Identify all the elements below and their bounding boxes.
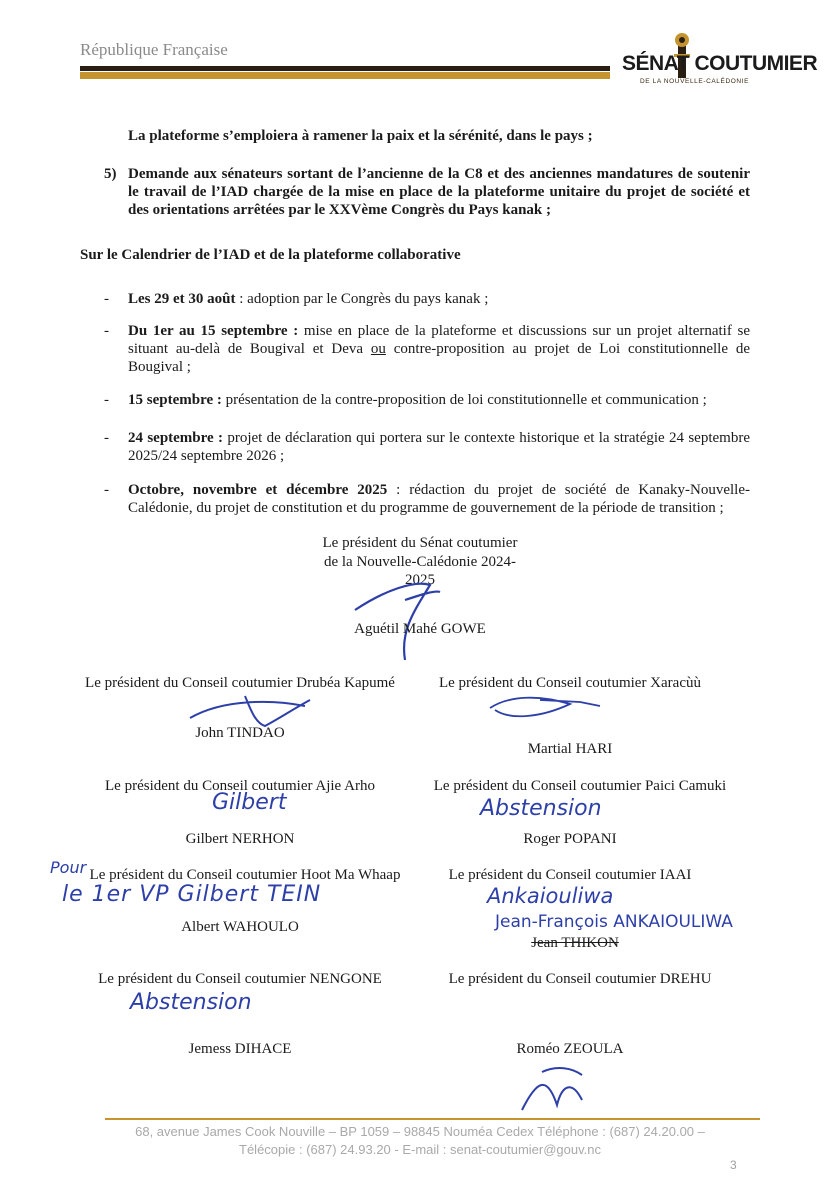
calendar-date: Octobre, novembre et décembre 2025 (128, 482, 388, 498)
bullet-dash: - (104, 482, 109, 498)
signatory-name: Gilbert NERHON (185, 831, 295, 847)
president-title-line2: de la Nouvelle-Calédonie 2024- (323, 554, 517, 570)
logo-title: SÉNAT COUTUMIER (622, 52, 818, 75)
calendar-text: contre-proposition au projet de Loi constitutionnelle de Bougival ; (128, 341, 750, 375)
calendar-date: 24 septembre : (128, 430, 224, 446)
calendar-text: : adoption par le Congrès du pays kanak ; (235, 291, 489, 307)
signatory-title: Le président du Conseil coutumier IAAI (448, 867, 692, 883)
footer-address (80, 1123, 760, 1159)
item5-number: 5) (104, 166, 117, 182)
signatory-name: Roméo ZEOULA (516, 1041, 624, 1057)
page-number: 3 (730, 1158, 737, 1172)
header-bar-dark (80, 66, 610, 71)
signatory-name: Roger POPANI (523, 831, 617, 847)
footer-line2: Télécopie : (687) 24.93.20 - E-mail : senat-coutumier@gouv.nc (239, 1142, 601, 1157)
signatory-name: Martial HARI (527, 741, 613, 757)
item5-text: Demande aux sénateurs sortant de l’ancienne de la C8 et des anciennes mandatures de soutenir le travail de l’IAD chargée de la mise en place de la plateforme unitaire du projet de société et des orientations arrêtées par le XXVème Congrès du Pays kanak ; (128, 166, 750, 218)
signatory-name: Jemess DIHACE (188, 1041, 292, 1057)
calendar-date: 15 septembre : (128, 392, 222, 408)
signatory-name: Jean THIKON (531, 935, 619, 951)
calendar-text: présentation de la contre-proposition de loi constitutionnelle et communication ; (221, 392, 707, 408)
calendar-item-4 (128, 429, 750, 465)
calendar-text: mise en place de la plateforme et discussions sur un projet alternatif se situant au-delà de Bougival et Deva (128, 323, 750, 357)
signatory-title: Le président du Conseil coutumier Drubéa Kapumé (85, 675, 395, 691)
president-title-line3: 2025 (405, 572, 435, 588)
calendar-item-1 (128, 290, 750, 308)
president-name: Aguétil Mahé GOWE (354, 621, 486, 637)
signatory-title: Le président du Conseil coutumier Xaracùù (438, 675, 701, 691)
header-republique: République Française (80, 40, 228, 59)
calendar-text: : rédaction du projet de société de Kanaky-Nouvelle-Calédonie, du projet de constitution et du programme de gouvernement de la période de transition ; (128, 482, 750, 516)
signature-zeoula (512, 1060, 602, 1120)
handwritten-abstension: Abstension (130, 990, 252, 1015)
paragraph-plateforme: La plateforme s’emploiera à ramener la paix et la sérénité, dans le pays ; (128, 128, 593, 144)
bullet-dash: - (104, 430, 109, 446)
handwritten-abstension: Abstension (480, 796, 602, 821)
header-bar-gold (80, 72, 610, 79)
handwritten-pour: Pour (50, 858, 87, 877)
calendar-date: Les 29 et 30 août (128, 291, 236, 307)
handwritten-gilbert: Gilbert (212, 790, 287, 815)
handwritten-vp: le 1er VP Gilbert TEIN (62, 882, 322, 907)
handwritten-ankaiouliwa: Ankaiouliwa (487, 884, 614, 908)
calendar-item-3 (128, 391, 750, 409)
signatory-name: Albert WAHOULO (181, 919, 299, 935)
signature-hari (480, 690, 610, 726)
signatory-title: Le président du Conseil coutumier Hoot Ma Whaap (89, 867, 401, 883)
senat-logo (600, 30, 818, 96)
calendar-date: Du 1er au 15 septembre : (128, 323, 299, 339)
calendar-item-5 (128, 481, 750, 517)
footer-line (105, 1118, 760, 1120)
signatory-name: John TINDAO (195, 725, 285, 741)
calendar-text: projet de déclaration qui portera sur le contexte historique et la stratégie 24 septembre 2025/24 septembre 2026 ; (128, 430, 750, 464)
bullet-dash: - (104, 323, 109, 339)
logo-subtitle: DE LA NOUVELLE-CALÉDONIE (640, 78, 750, 85)
signatory-title: Le président du Conseil coutumier Ajie Arho (105, 778, 375, 794)
bullet-dash: - (104, 291, 109, 307)
bullet-dash: - (104, 392, 109, 408)
footer-line1: 68, avenue James Cook Nouville – BP 1059 – 98845 Nouméa Cedex Téléphone : (687) 24.20.00 – (135, 1124, 705, 1139)
president-title-line1: Le président du Sénat coutumier (322, 535, 518, 551)
signatory-title: Le président du Conseil coutumier Paici Camuki (433, 778, 727, 794)
signatory-title: Le président du Conseil coutumier DREHU (448, 971, 712, 987)
handwritten-jean-francois: Jean-François ANKAIOULIWA (495, 912, 733, 932)
calendar-item-2 (128, 322, 750, 376)
signatory-title: Le président du Conseil coutumier NENGONE (98, 971, 382, 987)
calendar-text-underlined: ou (370, 341, 386, 357)
section-title-calendrier: Sur le Calendrier de l’IAD et de la plateforme collaborative (80, 247, 461, 263)
